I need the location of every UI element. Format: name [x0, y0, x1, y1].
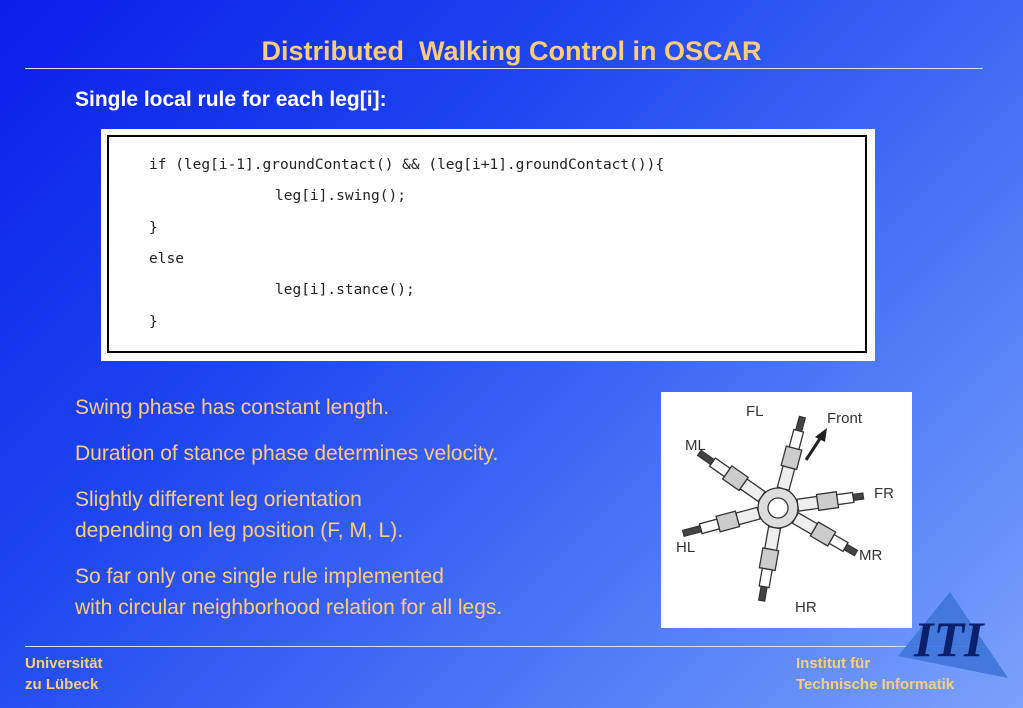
code-line: else [149, 251, 184, 267]
leg-fr [797, 488, 865, 513]
university-line: zu Lübeck [25, 676, 99, 693]
arrow-head [815, 428, 827, 442]
slide-title: Distributed Walking Control in OSCAR [261, 36, 762, 66]
hub-center [768, 498, 788, 518]
title-divider [25, 68, 983, 69]
code-line: } [149, 220, 158, 236]
university-name [25, 653, 103, 695]
bullet-item [75, 392, 645, 423]
label-fr: FR [874, 485, 894, 502]
bullet-text: So far only one single rule implemented [75, 565, 444, 588]
bullet-text: Duration of stance phase determines velocity. [75, 442, 499, 465]
code-line: if (leg[i-1].groundContact() && (leg[i+1].groundContact()){ [149, 157, 665, 173]
footer-divider [25, 646, 983, 647]
hexapod-leg-diagram [661, 392, 912, 628]
bullet-text: with circular neighborhood relation for all legs. [75, 596, 503, 619]
label-hl: HL [676, 539, 696, 556]
code-frame [107, 135, 867, 353]
leg-ml [695, 446, 766, 503]
label-front: Front [827, 410, 863, 427]
label-hr: HR [795, 599, 817, 616]
label-ml: ML [685, 437, 706, 454]
logo-text: ITI [914, 611, 984, 667]
institute-name [796, 653, 954, 695]
bullet-text: Swing phase has constant length. [75, 396, 390, 419]
bullet-text: depending on leg position (F, M, L). [75, 519, 404, 542]
leg-mr [791, 511, 860, 560]
code-block [101, 129, 875, 361]
institute-line: Technische Informatik [796, 676, 955, 693]
code-line: } [149, 314, 158, 330]
code-line: leg[i].swing(); [275, 188, 406, 204]
leg-hr [754, 526, 783, 602]
leg-fl [775, 415, 810, 491]
institute-line: Institut für [796, 655, 871, 672]
label-fl: FL [746, 403, 764, 420]
slide-subtitle: Single local rule for each leg[i]: [75, 88, 387, 111]
code-line: leg[i].stance(); [275, 282, 415, 298]
bullet-item [75, 438, 645, 469]
label-mr: MR [859, 547, 883, 564]
bullet-item [75, 484, 645, 546]
bullet-list [75, 392, 645, 638]
leg-hl [681, 505, 760, 541]
university-line: Universität [25, 655, 103, 672]
robot-diagram [661, 392, 912, 628]
bullet-item [75, 561, 645, 623]
bullet-text: Slightly different leg orientation [75, 488, 362, 511]
